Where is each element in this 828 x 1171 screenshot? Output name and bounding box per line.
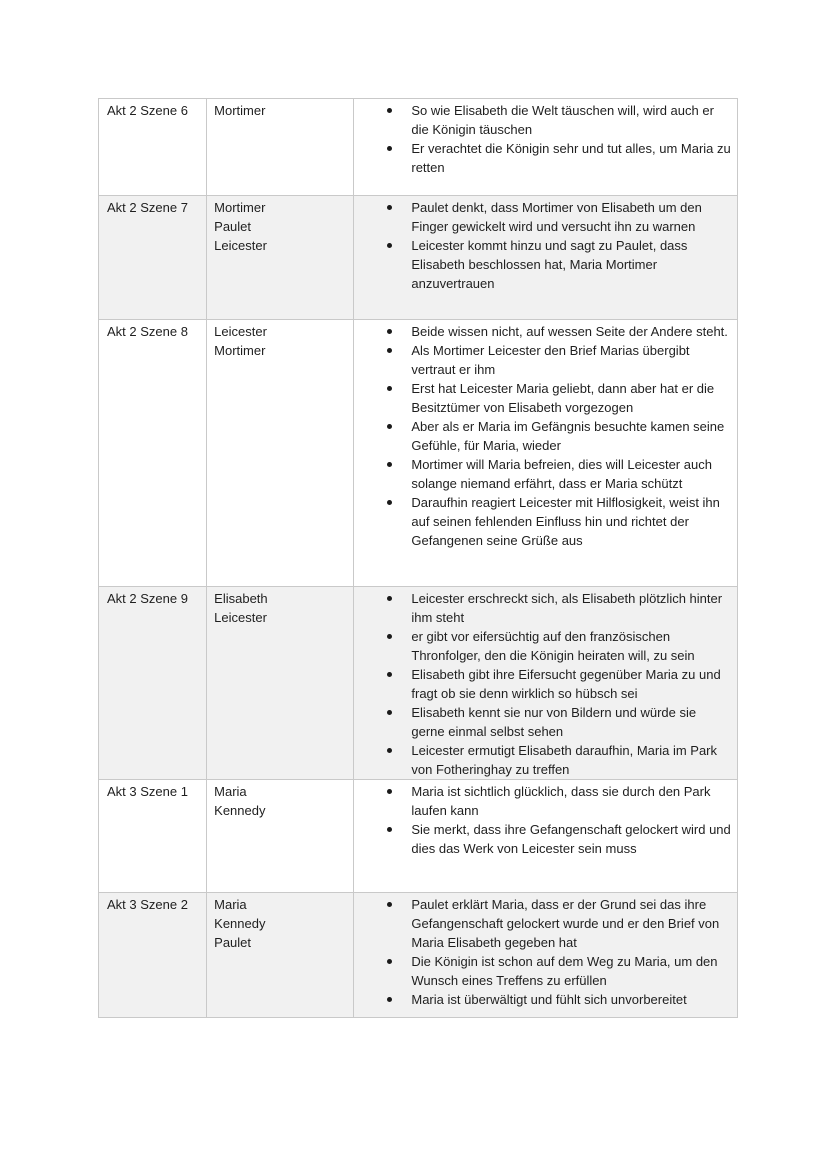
- scene-label: Akt 2 Szene 9: [107, 591, 188, 606]
- note-item: Paulet denkt, dass Mortimer von Elisabeth um den Finger gewickelt wird und versucht ihn zu warnen: [411, 198, 731, 236]
- notes-cell: [354, 320, 738, 587]
- scene-cell: [99, 320, 207, 587]
- scene-label: Akt 2 Szene 8: [107, 324, 188, 339]
- notes-cell: [354, 780, 738, 893]
- notes-list: [354, 780, 737, 858]
- note-item: Elisabeth kennt sie nur von Bildern und würde sie gerne einmal selbst sehen: [411, 703, 731, 741]
- scene-cell: [99, 196, 207, 320]
- note-item: Beide wissen nicht, auf wessen Seite der Andere steht.: [411, 322, 731, 341]
- table-row: [99, 780, 738, 893]
- characters-cell: [207, 893, 354, 1018]
- table-row: [99, 320, 738, 587]
- characters-cell: [207, 99, 354, 196]
- character-name: Mortimer: [214, 343, 266, 358]
- character-name: Kennedy: [214, 916, 266, 931]
- note-item: Erst hat Leicester Maria geliebt, dann aber hat er die Besitztümer von Elisabeth vorgezogen: [411, 379, 731, 417]
- scene-label: Akt 3 Szene 2: [107, 897, 188, 912]
- character-name: Kennedy: [214, 803, 266, 818]
- scene-cell: [99, 587, 207, 780]
- scene-label: Akt 2 Szene 6: [107, 103, 188, 118]
- scene-cell: [99, 780, 207, 893]
- scene-table: [98, 98, 738, 1018]
- notes-list: [354, 320, 737, 550]
- note-item: Maria ist sichtlich glücklich, dass sie durch den Park laufen kann: [411, 782, 731, 820]
- character-name: Mortimer: [214, 200, 266, 215]
- note-item: Leicester kommt hinzu und sagt zu Paulet, dass Elisabeth beschlossen hat, Maria Mortimer anzuvertrauen: [411, 236, 731, 293]
- note-item: Sie merkt, dass ihre Gefangenschaft gelockert wird und dies das Werk von Leicester sein muss: [411, 822, 731, 856]
- note-item: Als Mortimer Leicester den Brief Marias übergibt vertraut er ihm: [411, 341, 731, 379]
- notes-cell: [354, 893, 738, 1018]
- character-name: Maria: [214, 784, 247, 799]
- character-name: Paulet: [214, 935, 252, 950]
- note-item: er gibt vor eifersüchtig auf den französischen Thronfolger, den die Königin heiraten will, zu sein: [411, 627, 731, 665]
- character-name: Leicester: [214, 238, 267, 253]
- note-item: Leicester erschreckt sich, als Elisabeth plötzlich hinter ihm steht: [411, 589, 731, 627]
- character-name: Maria: [214, 897, 247, 912]
- notes-list: [354, 893, 737, 1009]
- notes-cell: [354, 196, 738, 320]
- note-item: Daraufhin reagiert Leicester mit Hilflosigkeit, weist ihn auf seinen fehlenden Einfluss hin und richtet der Gefangenen seine Grüße aus: [411, 493, 731, 550]
- notes-list: [354, 587, 737, 779]
- table-row: [99, 587, 738, 780]
- character-name: Mortimer: [214, 103, 266, 118]
- note-item: Die Königin ist schon auf dem Weg zu Maria, um den Wunsch eines Treffens zu erfüllen: [411, 952, 731, 990]
- character-name: Leicester: [214, 610, 267, 625]
- characters-cell: [207, 587, 354, 780]
- notes-cell: [354, 587, 738, 780]
- notes-list: [354, 196, 737, 293]
- scene-cell: [99, 893, 207, 1018]
- notes-list: [354, 99, 737, 177]
- character-name: Leicester: [214, 324, 267, 339]
- scene-cell: [99, 99, 207, 196]
- table-row: [99, 196, 738, 320]
- scene-label: Akt 3 Szene 1: [107, 784, 188, 799]
- note-item: Maria ist überwältigt und fühlt sich unvorbereitet: [411, 990, 731, 1009]
- note-item: Mortimer will Maria befreien, dies will Leicester auch solange niemand erfährt, dass er Maria schützt: [411, 455, 731, 493]
- table-row: [99, 893, 738, 1018]
- note-item: Aber als er Maria im Gefängnis besuchte kamen seine Gefühle, für Maria, wieder: [411, 417, 731, 455]
- characters-cell: [207, 320, 354, 587]
- character-name: Elisabeth: [214, 591, 268, 606]
- scene-label: Akt 2 Szene 7: [107, 200, 188, 215]
- note-item: Paulet erklärt Maria, dass er der Grund sei das ihre Gefangenschaft gelockert wurde und er den Brief von Maria Elisabeth gegeben hat: [411, 895, 731, 952]
- character-name: Paulet: [214, 219, 252, 234]
- note-item: Elisabeth gibt ihre Eifersucht gegenüber Maria zu und fragt ob sie denn wirklich so hübsch sei: [411, 665, 731, 703]
- note-item: Leicester ermutigt Elisabeth daraufhin, Maria im Park von Fotheringhay zu treffen: [411, 741, 731, 779]
- note-item: So wie Elisabeth die Welt täuschen will, wird auch er die Königin täuschen: [411, 101, 731, 139]
- notes-cell: [354, 99, 738, 196]
- characters-cell: [207, 780, 354, 893]
- table-row: [99, 99, 738, 196]
- note-item: Er verachtet die Königin sehr und tut alles, um Maria zu retten: [411, 141, 731, 175]
- characters-cell: [207, 196, 354, 320]
